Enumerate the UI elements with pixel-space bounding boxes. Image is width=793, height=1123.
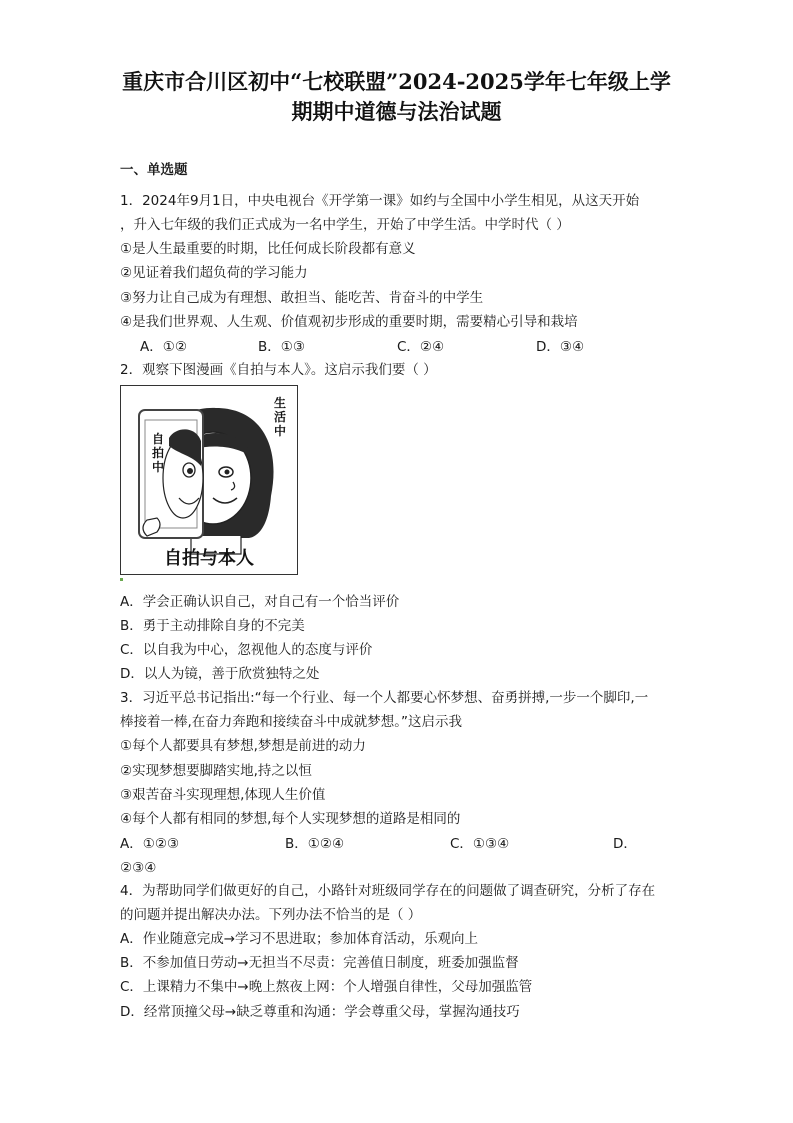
q1-option-c: C．②④: [397, 339, 445, 355]
q2-option-a: A．学会正确认识自己，对自己有一个恰当评价: [120, 594, 400, 610]
comic-phone-label: 自拍中: [151, 432, 164, 474]
exam-title-line2: 期期中道德与法治试题: [291, 99, 502, 124]
q1-statement-1: ①是人生最重要的时期，比任何成长阶段都有意义: [120, 241, 416, 257]
q1-statement-3: ③努力让自己成为有理想、敢担当、能吃苦、肯奋斗的中学生: [120, 290, 484, 306]
q1-option-d: D．③④: [536, 339, 585, 355]
q3-statement-3: ③艰苦奋斗实现理想,体现人生价值: [120, 787, 326, 803]
q3-stem-line2: 棒接着一棒,在奋力奔跑和接续奋斗中成就梦想。”这启示我: [120, 714, 463, 730]
q3-option-d: D．: [613, 836, 637, 852]
q2-option-b: B．勇于主动排除自身的不完美: [120, 618, 305, 634]
q4-option-b: B．不参加值日劳动→无担当不尽责：完善值日制度，班委加强监督: [120, 955, 519, 971]
q1-option-b: B．①③: [258, 339, 305, 355]
q4-option-c: C．上课精力不集中→晚上熬夜上网：个人增强自律性，父母加强监管: [120, 979, 533, 995]
q2-option-d: D．以人为镜，善于欣赏独特之处: [120, 666, 320, 682]
image-anchor-dot: [120, 578, 123, 581]
selfie-comic-image: [120, 385, 298, 575]
q1-statement-4: ④是我们世界观、人生观、价值观初步形成的重要时期，需要精心引导和栽培: [120, 314, 578, 330]
q4-stem-line2: 的问题并提出解决办法。下列办法不恰当的是（ ）: [120, 907, 422, 923]
q4-stem-line1: 4．为帮助同学们做更好的自己，小路针对班级同学存在的问题做了调查研究，分析了存在: [120, 883, 656, 899]
q2-stem: 2．观察下图漫画《自拍与本人》。这启示我们要（ ）: [120, 362, 437, 378]
q1-option-a: A．①②: [140, 339, 187, 355]
q2-option-c: C．以自我为中心，忽视他人的态度与评价: [120, 642, 373, 658]
q1-stem-line1: 1．2024年9月1日，中央电视台《开学第一课》如约与全国中小学生相见，从这天开始: [120, 193, 640, 209]
q3-option-c: C．①③④: [450, 836, 510, 852]
q4-option-d: D．经常顶撞父母→缺乏尊重和沟通：学会尊重父母，掌握沟通技巧: [120, 1004, 520, 1020]
q1-statement-2: ②见证着我们超负荷的学习能力: [120, 265, 308, 281]
q3-statement-1: ①每个人都要具有梦想,梦想是前进的动力: [120, 738, 366, 754]
q4-option-a: A．作业随意完成→学习不思进取；参加体育活动，乐观向上: [120, 931, 479, 947]
q3-option-a: A．①②③: [120, 836, 180, 852]
comic-caption: 自拍与本人: [164, 548, 254, 569]
q3-stem-line1: 3．习近平总书记指出:“每一个行业、每一个人都要心怀梦想、奋勇拼搏,一步一个脚印,一: [120, 690, 649, 706]
section-heading: 一、单选题: [120, 162, 188, 178]
q3-statement-4: ④每个人都有相同的梦想,每个人实现梦想的道路是相同的: [120, 811, 461, 827]
q1-stem-line2: ，升入七年级的我们正式成为一名中学生，开始了中学生活。中学时代（ ）: [120, 217, 570, 233]
comic-life-label: 生活中: [273, 396, 286, 438]
q3-option-d-content: ②③④: [120, 860, 157, 876]
q3-option-b: B．①②④: [285, 836, 345, 852]
exam-title-line1: 重庆市合川区初中“七校联盟”2024-2025学年七年级上学: [122, 69, 671, 94]
q3-statement-2: ②实现梦想要脚踏实地,持之以恒: [120, 763, 312, 779]
